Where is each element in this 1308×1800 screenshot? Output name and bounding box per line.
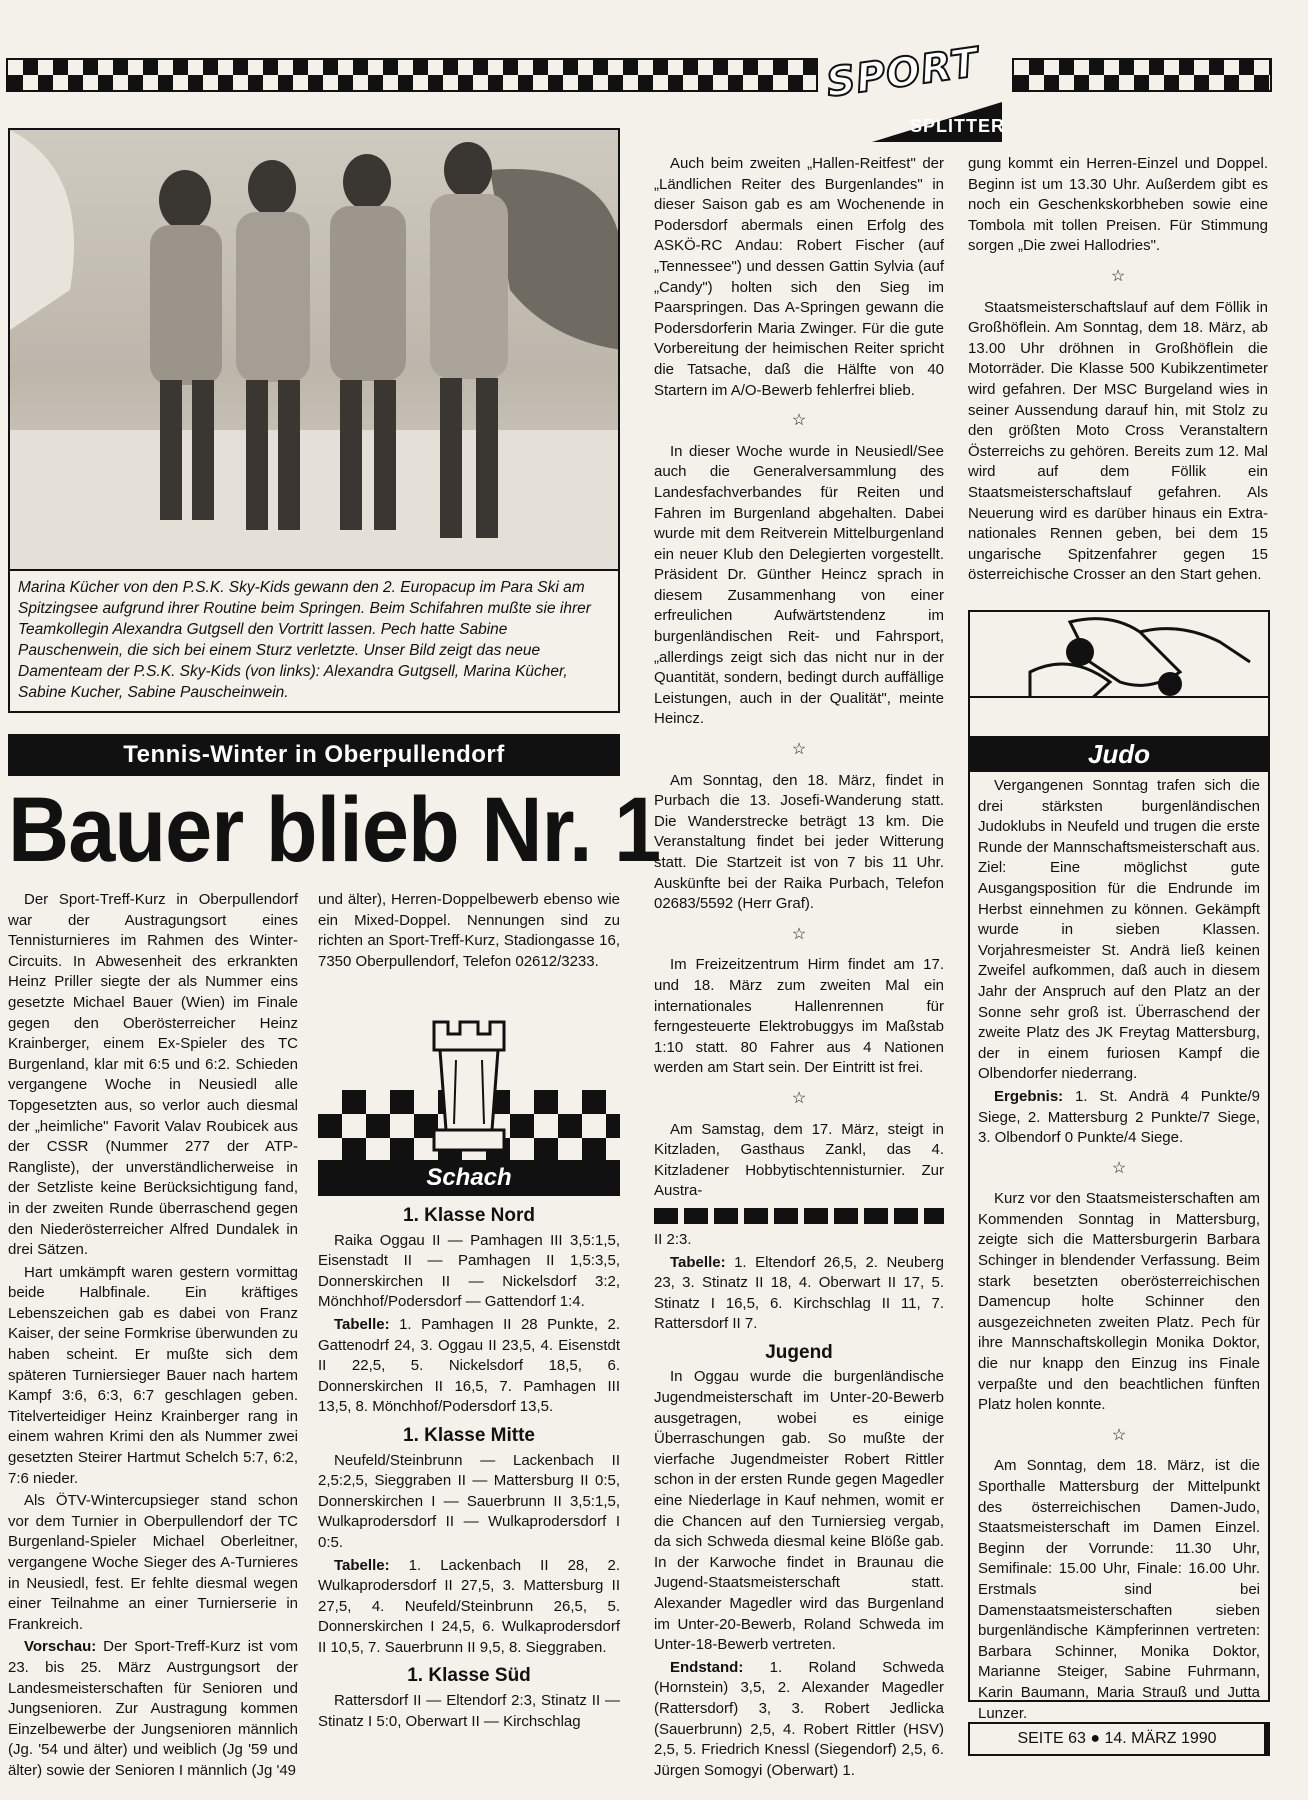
judo-ergebnis: [978, 1087, 1260, 1149]
table-text: 1. Eltendorf 26,5, 2. Neuberg 23, 3. Stinatz II 18, 4. Oberwart II 17, 5. Stinatz I 16,5, 6. Kirchschlag II 11, 7. Rattersdorf II 7.: [654, 1253, 944, 1333]
schach-sued-end: II 2:3.: [654, 1230, 692, 1248]
logo-splitter-text: SPLITTER: [910, 116, 1006, 136]
splitter-reitfest: Auch beim zweiten „Hallen-Reitfest" der „Ländlichen Reiter des Burgenlandes" in dieser Saison gab es am Wochenende in Podersdorf abermals einen Erfolg des ASKÖ-RC Andau: Robert Fischer (auf „Tennessee") und dessen Gattin Sylvia (auf „Candy") holten sich den Sieg im Paarspringen. Das A-Springen gewann die Podersdorferin Maria Zwinger. Für die gute Vorbereitung der heimischen Reiter spricht die Tatsache, daß die Hälfte von 40 Startern im A/O-Bewerb fehlerfrei blieb.: [654, 155, 944, 399]
tennis-paragraph: und älter), Herren-Doppelbewerb ebenso wie ein Mixed-Doppel. Nennungen sind zu richten an Sport-Treff-Kurz, Stadiongasse 16, 7350 Oberpullendorf, Telefon 02612/3233.: [318, 891, 620, 970]
schach-table: [318, 1315, 620, 1418]
table-text: 1. Pamhagen II 28 Punkte, 2. Gattenodrf 24, 3. Oggau II 23,5, 4. Eisenstdt II 22,5, 5. Nickelsdorf 18,5, 6. Donnerskirchen II 16,5, 7. Pamhagen III 13,5, 8. Mönchhof/Podersdorf 13,5.: [318, 1315, 620, 1416]
tennis-paragraph: Als ÖTV-Wintercupsieger stand schon vor dem Turnier in Oberpullendorf der TC Burgenland-Spieler Michael Oberleitner, vergangene Woche Sieger des A-Turnieres in Neusiedl, fest. Er fehlte diesmal wegen einer Teilnahme an einer Turnierserie in Frankreich.: [8, 1492, 298, 1633]
schach-table: [318, 1556, 620, 1659]
splitter-generalversammlung: In dieser Woche wurde in Neusiedl/See auch die Generalversammlung des Landesfachverbandes für Reiten und Fahren im Burgenland abgehalten. Dabei wurde mit dem Reitverein Mittelburgenland ein neuer Klub den Delegierten vorgestellt. Präsident Dr. Günther Heincz sprach in diesem Zusammenhang von einer erfreulichen Aufwärtstendenz im burgenländischen Reit- und Fahrsport, „allerdings zeigt sich das nicht nur in der Quantität, sondern, bedingt durch auffällige Leistungen, auch in der Qualität", meinte Heincz.: [654, 442, 944, 728]
tennis-column-2: [318, 890, 620, 974]
schach-sued-table: [654, 1253, 944, 1335]
schach-label: Schach: [318, 1160, 620, 1196]
splitter-kitzladen: Am Samstag, dem 17. März, steigt in Kitzladen, Gasthaus Zankl, das 4. Kitzladener Hobbytischtennisturnier. Zur Austra-: [654, 1120, 944, 1200]
judo-column: [978, 776, 1260, 1726]
photo-group-icon: [10, 130, 620, 571]
checker-bar-right: [1012, 58, 1272, 92]
tischtennis-end: gung kommt ein Herren-Einzel und Doppel. Beginn ist um 13.30 Uhr. Außerdem gibt es noch ein Geschenkskorbheben sowie eine Tombola mit tollen Preisen. Für Stimmung sorgen „Die zwei Hallodries".: [968, 155, 1268, 255]
photo-caption: Marina Kücher von den P.S.K. Sky-Kids gewann den 2. Europacup im Para Ski am Spitzingsee aufgrund ihrer Routine beim Springen. Beim Schifahren mußte sie ihrer Teamkollegin Alexandra Gutgsell den Vortritt lassen. Pech hatte Sabine Pauschenwein, die sich bei einem Sturz verletzte. Unser Bild zeigt das neue Damenteam der P.S.K. Sky-Kids (von links): Alexandra Gutgsell, Marina Kücher, Sabine Kucher, Sabine Pauscheinwein.: [8, 571, 620, 713]
schach-mitte-title: 1. Klasse Mitte: [403, 1424, 535, 1446]
schach-results: Rattersdorf II — Eltendorf 2:3, Stinatz II — Stinatz I 5:0, Oberwart II — Kirchschlag: [318, 1692, 620, 1730]
jugend-text: In Oggau wurde die burgenländische Jugendmeisterschaft im Unter-20-Bewerb ausgetragen, wobei es einige Überraschungen gab. So mußte der vierfache Jugendmeister Robert Rittler schon in der ersten Runde gegen Magedler eine Niederlage in Kauf nehmen, womit er die Chancen auf den Turniersieg vergab, da sich Schweda diesmal keine Blöße gab. In der Karwoche findet in Braunau die Jugend-Staatsmeisterschaft statt. Alexander Magedler wird das Burgenland im Unter-20-Bewerb, Roland Schweda im Unter-18-Bewerb vertreten.: [654, 1368, 944, 1654]
column-separator: [654, 1208, 944, 1224]
ergebnis-label: Ergebnis:: [994, 1087, 1064, 1105]
schach-results: Neufeld/Steinbrunn — Lackenbach II 2,5:2,5, Sieggraben II — Mattersburg II 0:5, Donnerskirchen I — Sauerbrunn II 3,5:1,5, Wulkaprodersdorf II — Wulkaprodersdorf I 0:5.: [318, 1451, 620, 1551]
tennis-headline: Bauer blieb Nr. 1: [8, 779, 661, 881]
table-text: 1. Lackenbach II 28, 2. Wulkaprodersdorf II 27,5, 3. Mattersburg II 27,5, 4. Neufeld/Steinbrunn 26,5, 5. Donnerskirchen I 24,5, 6. Wulkaprodersdorf II 10,5, 7. Sauerbrunn II 9,5, 8. Sieggraben.: [318, 1556, 620, 1656]
vorschau-label: Vorschau:: [24, 1638, 97, 1656]
splitter-column: [654, 154, 944, 1783]
judo-paragraph: Kurz vor den Staatsmeisterschaften am Kommenden Sonntag in Mattersburg, zeigte sich die Mattersburgerin Barbara Schinger in blendender Verfassung. Beim stark besetzten oberösterreichischen Damencup holte Schinner den ausgezeichneten zweiten Platz. Pech für ihre Mannschaftskollegin Monika Doktor, die nur knapp den Einzug ins Finale verpaßte und den beachtlichen fünften Platz holen konnte.: [978, 1190, 1260, 1414]
vorschau-text: Der Sport-Treff-Kurz ist vom 23. bis 25. März Austrgungsort der Landesmeisterschaften für Senioren und Jungsenioren. Zur Austragung kommen Einzelbewerbe der Jungsenioren männlich (Jg. '54 und älter) und weiblich (Jg '59 und älter) sowie der Senioren I männlich (Jg '49: [8, 1638, 298, 1779]
judo-illustration: [968, 610, 1270, 698]
tennis-column-1: [8, 890, 298, 1784]
tennis-paragraph-vorschau: [8, 1637, 298, 1781]
jugend-endstand: [654, 1658, 944, 1782]
table-label: Tabelle:: [670, 1253, 726, 1271]
page-footer: SEITE 63 ● 14. MÄRZ 1990: [968, 1722, 1270, 1756]
schach-nord-title: 1. Klasse Nord: [403, 1205, 535, 1226]
schach-sued-title: 1. Klasse Süd: [407, 1665, 531, 1687]
judo-paragraph: Vergangenen Sonntag trafen sich die drei stärksten burgenländischen Judoklubs in Neufeld und trugen die erste Runde der Mannschaftsmeisterschaft aus. Ziel: Eine möglichst gute Ausgangsposition für die Endrunde im Herbst einnehmen zu können. Gekämpft wurde in sieben Klassen. Vorjahresmeister St. Andrä ließ keinen Zweifel aufkommen, daß auch in diesem Jahr der Anspruch auf den Platz an der Sonne sehr groß ist. Überraschend der zweite Platz des JK Freytag Mattersburg, der in einem furiosen Kampf die Olbendorfer niederrang.: [978, 777, 1260, 1083]
table-label: Tabelle:: [334, 1315, 390, 1333]
judo-paragraph: Am Sonntag, dem 18. März, ist die Sporthalle Mattersburg der Mittelpunkt des österreichischen Damen-Judo, Staatsmeisterschaft im Damen Einzel. Beginn der Vorrunde: 11.30 Uhr, Semifinale: 15.00 Uhr, Finale: 16.00 Uhr. Erstmals sind bei Damenstaatsmeisterschaften sieben burgenländische Kämpferinnen vertreten: Barbara Schinner, Monika Doktor, Marianne Steiger, Sabine Fuhrmann, Karin Baumann, Maria Strauß und Jutta Lunzer.: [978, 1457, 1260, 1722]
star-icon: ☆: [791, 925, 807, 943]
sport-splitter-logo: [818, 39, 1010, 146]
schach-results: Raika Oggau II — Pamhagen III 3,5:1,5, Eisenstadt II — Pamhagen II 1,5:3,5, Donnerskirchen II — Nickelsdorf 3:2, Mönchhof/Podersdorf — Gattendorf 1:4.: [318, 1231, 620, 1311]
star-icon: ☆: [1111, 1159, 1127, 1177]
right-column-top: [968, 154, 1268, 588]
endstand-text: 1. Roland Schweda (Hornstein) 3,5, 2. Alexander Magedler (Rattersdorf) 3, 3. Robert Jedlicka (Sauerbrunn) 2,5, 4. Robert Rittler (HSV) 2,5, 5. Friedrich Knessl (Siegendorf) 2,5, 6. Jürgen Somogyi (Oberwart) 1.: [654, 1658, 944, 1779]
chess-rook-icon: [426, 1020, 512, 1166]
tennis-paragraph: Der Sport-Treff-Kurz in Oberpullendorf war der Austragungsort eines Tennisturnieres im Rahmen des Winter-Circuits. In Abwesenheit des erkrankten Heinz Priller siegte der als Nummer eins gesetzte Michael Bauer (Wien) im Finale gegen den Oberösterreicher Heinz Krainberger, einem Ex-Spieler des TC Burgenland, klar mit 6:5 und 6:2. Schieden vergangene Woche in Neusiedl alle Topgesetzten aus, so verlor auch diesmal der „heimliche" Favorit Valav Roubicek aus der CSSR (Nummer 277 der ATP-Rangliste), der unverständlicherweise in der Setzliste keine Berücksichtigung fand, in der zweiten Runde überraschend gegen den Niederösterreicher Alfred Dundalek in drei Sätzen.: [8, 891, 298, 1259]
logo-sport-text: SPORT: [823, 39, 982, 107]
star-icon: ☆: [1110, 267, 1126, 285]
judo-label: Judo: [968, 736, 1270, 772]
endstand-label: Endstand:: [670, 1658, 744, 1676]
team-photo: [8, 128, 620, 571]
star-icon: ☆: [791, 741, 807, 759]
tennis-paragraph: Hart umkämpft waren gestern vormittag beide Halbfinale. Ein kräftiges Lebenszeichen gab es dabei von Franz Kaiser, der seine Formkrise überwunden zu haben scheint. Er mußte sich dem späteren Turniersieger Bauer nach hartem Kampf 3:6, 6:3, 6:7 geschlagen geben. Titelverteidiger Heinz Krainberger rang in einem wahren Krimi den als Nummer zwei gesetzten Steirer Hartmut Schelch 5:7, 6:2, 7:6 nieder.: [8, 1263, 298, 1487]
checker-bar-left: [6, 58, 818, 92]
judo-fighters-icon: [970, 612, 1270, 698]
splitter-wanderung: Am Sonntag, den 18. März, findet in Purbach die 13. Josefi-Wanderung statt. Die Wanderstrecke beträgt 13 km. Die Veranstaltung findet bei jeder Witterung statt. Die Startzeit ist von 7 bis 11 Uhr. Auskünfte bei der Raika Purbach, Telefon 02683/5592 (Herr Graf).: [654, 771, 944, 913]
star-icon: ☆: [1111, 1426, 1127, 1444]
splitter-hirm: Im Freizeitzentrum Hirm findet am 17. und 18. März zum zweiten Mal ein internationales Hallenrennen für ferngesteuerte Elektrobuggys im Maßstab 1:10 statt. 80 Fahrer aus 4 Nationen werden am Start sein. Der Eintritt ist frei.: [654, 956, 944, 1077]
table-label: Tabelle:: [334, 1556, 390, 1574]
ergebnis-text: 1. St. Andrä 4 Punkte/9 Siege, 2. Mattersburg 2 Punkte/7 Siege, 3. Olbendorf 0 Punkte/4 Siege.: [978, 1087, 1260, 1147]
star-icon: ☆: [791, 1089, 807, 1107]
star-icon: ☆: [791, 412, 807, 430]
tennis-kicker: Tennis-Winter in Oberpullendorf: [8, 734, 620, 776]
follik-text: Staatsmeisterschaftslauf auf dem Föllik in Großhöflein. Am Sonntag, dem 18. März, ab 13.00 Uhr dröhnen in Großhöflein die Motorräder. Die Klasse 500 Kubikzentimeter wird gefahren. Der MSC Burgeland wies in seiner Aussendung darauf hin, mit Stolz zu den größten Moto Cross Veranstaltern Österreichs zu gehören. Bereits zum 12. Mal wird auf dem Föllik ein Staatsmeisterschaftslauf gefahren. Als Neuerung wird es darüber hinaus ein Extra-nationales Rennen geben, bei dem 15 ungarische Spitzenfahrer gegen 15 österreichische Crosser an den Start gehen.: [968, 298, 1268, 584]
schach-column: [318, 1198, 620, 1734]
schach-graphic: [318, 1020, 620, 1195]
jugend-title: Jugend: [765, 1341, 833, 1363]
